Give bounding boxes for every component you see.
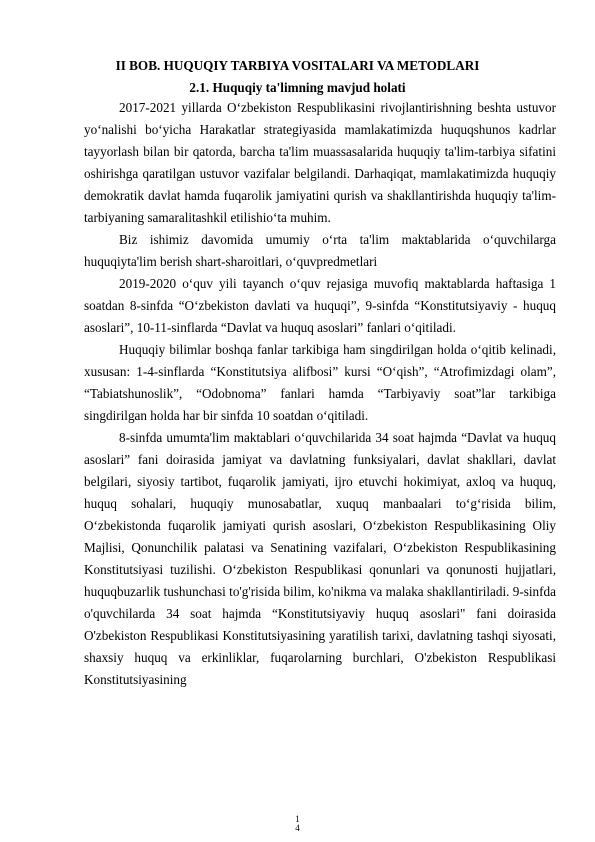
paragraph: 2019-2020 o‘quv yili tayanch o‘quv rejasiga muvofiq maktablarda haftasiga 1 soatdan 8-sinfda “O‘zbekiston davlati va huquqi”, 9-sinfda “Konstitutsiyaviy - huquq asoslari”, 10-11-sinflarda “Davlat va huquq asoslari” fanlari o‘qitiladi.: [84, 276, 556, 335]
body-text: [84, 97, 556, 691]
page-number-digit: 4: [295, 823, 300, 833]
page-number: [0, 815, 595, 833]
section-title: 2.1. Huquqiy ta'limning mavjud holati: [189, 80, 406, 95]
chapter-title: II BOB. HUQUQIY TARBIYA VOSITALARI VA METODLARI: [115, 58, 480, 73]
paragraph: 2017-2021 yillarda O‘zbekiston Respublikasini rivojlantirishning beshta ustuvor yo‘nalishi bo‘yicha Harakatlar strategiyasida mamlakatimizda huquqshunos kadrlar tayyorlash bilan bir qatorda, barcha ta'lim muassasalarida huquqiy ta'lim-tarbiya sifatini oshirishga qaratilgan ustuvor vazifalar belgilandi. Darhaqiqat, mamlakatimizda huquqiy demokratik davlat hamda fuqarolik jamiyatini qurish va shakllantirishda huquqiy ta'lim-tarbiyaning samaralitashkil etilishio‘ta muhim.: [84, 100, 556, 225]
page-number-digit: 1: [295, 814, 300, 824]
paragraph: 8-sinfda umumta'lim maktablari o‘quvchilarida 34 soat hajmda “Davlat va huquq asoslari” fani doirasida jamiyat va davlatning funksiyalari, davlat shakllari, davlat belgilari, siyosiy tartibot, fuqarolik jamiyati, ijro etuvchi hokimiyat, axloq va huquq, huquq sohalari, huquqiy munosabatlar, xuquq manbaalari to‘g‘risida bilim, O‘zbekistonda fuqarolik jamiyati qurish asoslari, O‘zbekiston Respublikasining Oliy Majlisi, Qonunchilik palatasi va Senatining vazifalari, O‘zbekiston Respublikasining Konstitutsiyasi tuzilishi. O‘zbekiston Respublikasi qonunlari va qonunosti hujjatlari, huquqbuzarlik tushunchasi to'g'risida bilim, ko'nikma va malaka shakllantiriladi. 9-sinfda o'quvchilarda 34 soat hajmda “Konstitutsiyaviy huquq asoslari" fani doirasida O'zbekiston Respublikasi Konstitutsiyasining yaratilish tarixi, davlatning tashqi siyosati, shaxsiy huquq va erkinliklar, fuqarolarning burchlari, O'zbekiston Respublikasi Konstitutsiyasining: [84, 430, 556, 687]
paragraph: Huquqiy bilimlar boshqa fanlar tarkibiga ham singdirilgan holda o‘qitib kelinadi, xususan: 1-4-sinflarda “Konstitutsiya alifbosi” kursi “O‘qish”, “Atrofimizdagi olam”, “Tabiatshunoslik”, “Odobnoma” fanlari hamda “Tarbiyaviy soat”lar tarkibiga singdirilgan holda har bir sinfda 10 soatdan o‘qitiladi.: [84, 342, 556, 423]
paragraph: Biz ishimiz davomida umumiy o‘rta ta'lim maktablarida o‘quvchilarga huquqiyta'lim berish shart-sharoitlari, o‘quvpredmetlari: [84, 232, 556, 269]
